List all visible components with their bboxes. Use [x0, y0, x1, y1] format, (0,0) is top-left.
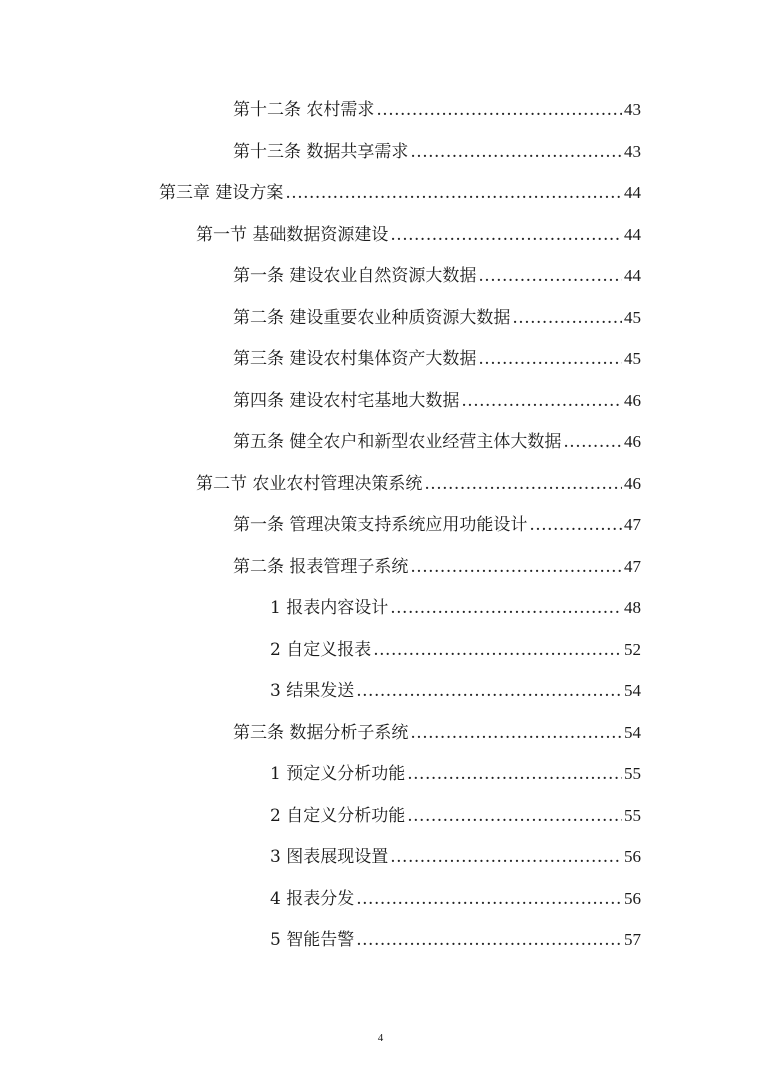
toc-line[interactable] [270, 679, 641, 703]
toc-entry-title: 2 自定义报表 [270, 640, 372, 660]
toc-line[interactable] [196, 223, 641, 247]
toc-entry-title: 第三条 数据分析子系统 [233, 723, 409, 743]
toc-entry-page: 52 [624, 640, 641, 659]
toc-entry-page: 47 [624, 515, 641, 534]
toc-leader-dots [407, 762, 622, 786]
toc-leader-dots [373, 638, 622, 662]
toc-entry-page: 44 [624, 225, 641, 244]
toc-leader-dots [390, 223, 622, 247]
toc-entry-page: 55 [624, 806, 641, 825]
toc-entry-title: 第十二条 农村需求 [233, 100, 375, 120]
toc-leader-dots [478, 347, 622, 371]
toc-line[interactable] [233, 140, 641, 164]
toc-entry-page: 48 [624, 598, 641, 617]
toc-line[interactable] [270, 804, 641, 828]
toc-entry-title: 第一条 建设农业自然资源大数据 [233, 266, 477, 286]
toc-entry-title: 4 报表分发 [270, 889, 355, 909]
toc-line[interactable] [233, 264, 641, 288]
toc-entry-title: 1 预定义分析功能 [270, 764, 406, 784]
toc-entry-page: 45 [624, 308, 641, 327]
toc-line[interactable] [270, 638, 641, 662]
toc-leader-dots [356, 928, 622, 952]
toc-entry-page: 57 [624, 930, 641, 949]
toc-entry-page: 46 [624, 474, 641, 493]
toc-leader-dots [285, 181, 622, 205]
toc-line[interactable] [233, 555, 641, 579]
toc-entry-page: 44 [624, 266, 641, 285]
toc-entry-page: 45 [624, 349, 641, 368]
toc-entry-page: 55 [624, 764, 641, 783]
toc-leader-dots [390, 845, 622, 869]
toc-leader-dots [478, 264, 622, 288]
toc-line[interactable] [233, 513, 641, 537]
toc-line[interactable] [233, 389, 641, 413]
toc-entry-title: 第二节 农业农村管理决策系统 [196, 474, 423, 494]
toc-entry-page: 44 [624, 183, 641, 202]
toc-entry-page: 43 [624, 142, 641, 161]
toc-entry-title: 第三条 建设农村集体资产大数据 [233, 349, 477, 369]
toc-leader-dots [407, 804, 622, 828]
toc-entry-page: 56 [624, 889, 641, 908]
toc-entry-page: 47 [624, 557, 641, 576]
toc-leader-dots [376, 98, 622, 122]
toc-line[interactable] [233, 306, 641, 330]
toc-entry-title: 3 图表展现设置 [270, 847, 389, 867]
toc-entry-title: 1 报表内容设计 [270, 598, 389, 618]
toc-entry-page: 46 [624, 432, 641, 451]
toc-entry-title: 2 自定义分析功能 [270, 806, 406, 826]
toc-entry-title: 第二条 建设重要农业种质资源大数据 [233, 308, 511, 328]
toc-leader-dots [356, 887, 622, 911]
toc-entry-page: 54 [624, 723, 641, 742]
toc-leader-dots [410, 555, 622, 579]
toc-line[interactable] [270, 928, 641, 952]
toc-entry-title: 第三章 建设方案 [159, 183, 284, 203]
toc-entry-title: 第十三条 数据共享需求 [233, 142, 409, 162]
toc-entry-title: 第一节 基础数据资源建设 [196, 225, 389, 245]
toc-line[interactable] [270, 887, 641, 911]
toc-entry-page: 46 [624, 391, 641, 410]
toc-leader-dots [424, 472, 622, 496]
toc-leader-dots [410, 721, 622, 745]
toc-line[interactable] [233, 721, 641, 745]
page-number: 4 [377, 1032, 384, 1044]
toc-entry-page: 54 [624, 681, 641, 700]
toc-line[interactable] [233, 347, 641, 371]
toc-line[interactable] [196, 472, 641, 496]
toc-leader-dots [356, 679, 622, 703]
toc-line[interactable] [159, 181, 641, 205]
toc-entry-page: 43 [624, 100, 641, 119]
toc-leader-dots [390, 596, 622, 620]
toc-line[interactable] [270, 762, 641, 786]
toc-entry-title: 3 结果发送 [270, 681, 355, 701]
toc-leader-dots [410, 140, 622, 164]
toc-entry-page: 56 [624, 847, 641, 866]
toc-leader-dots [512, 306, 622, 330]
toc-entry-title: 第二条 报表管理子系统 [233, 557, 409, 577]
toc-entry-title: 第五条 健全农户和新型农业经营主体大数据 [233, 432, 562, 452]
toc-entry-title: 第四条 建设农村宅基地大数据 [233, 391, 460, 411]
toc-entry-title: 5 智能告警 [270, 930, 355, 950]
toc-line[interactable] [270, 845, 641, 869]
toc-line[interactable] [270, 596, 641, 620]
toc-line[interactable] [233, 430, 641, 454]
toc-leader-dots [563, 430, 622, 454]
toc-entry-title: 第一条 管理决策支持系统应用功能设计 [233, 515, 528, 535]
toc-line[interactable] [233, 98, 641, 122]
toc-leader-dots [461, 389, 622, 413]
toc-leader-dots [529, 513, 622, 537]
